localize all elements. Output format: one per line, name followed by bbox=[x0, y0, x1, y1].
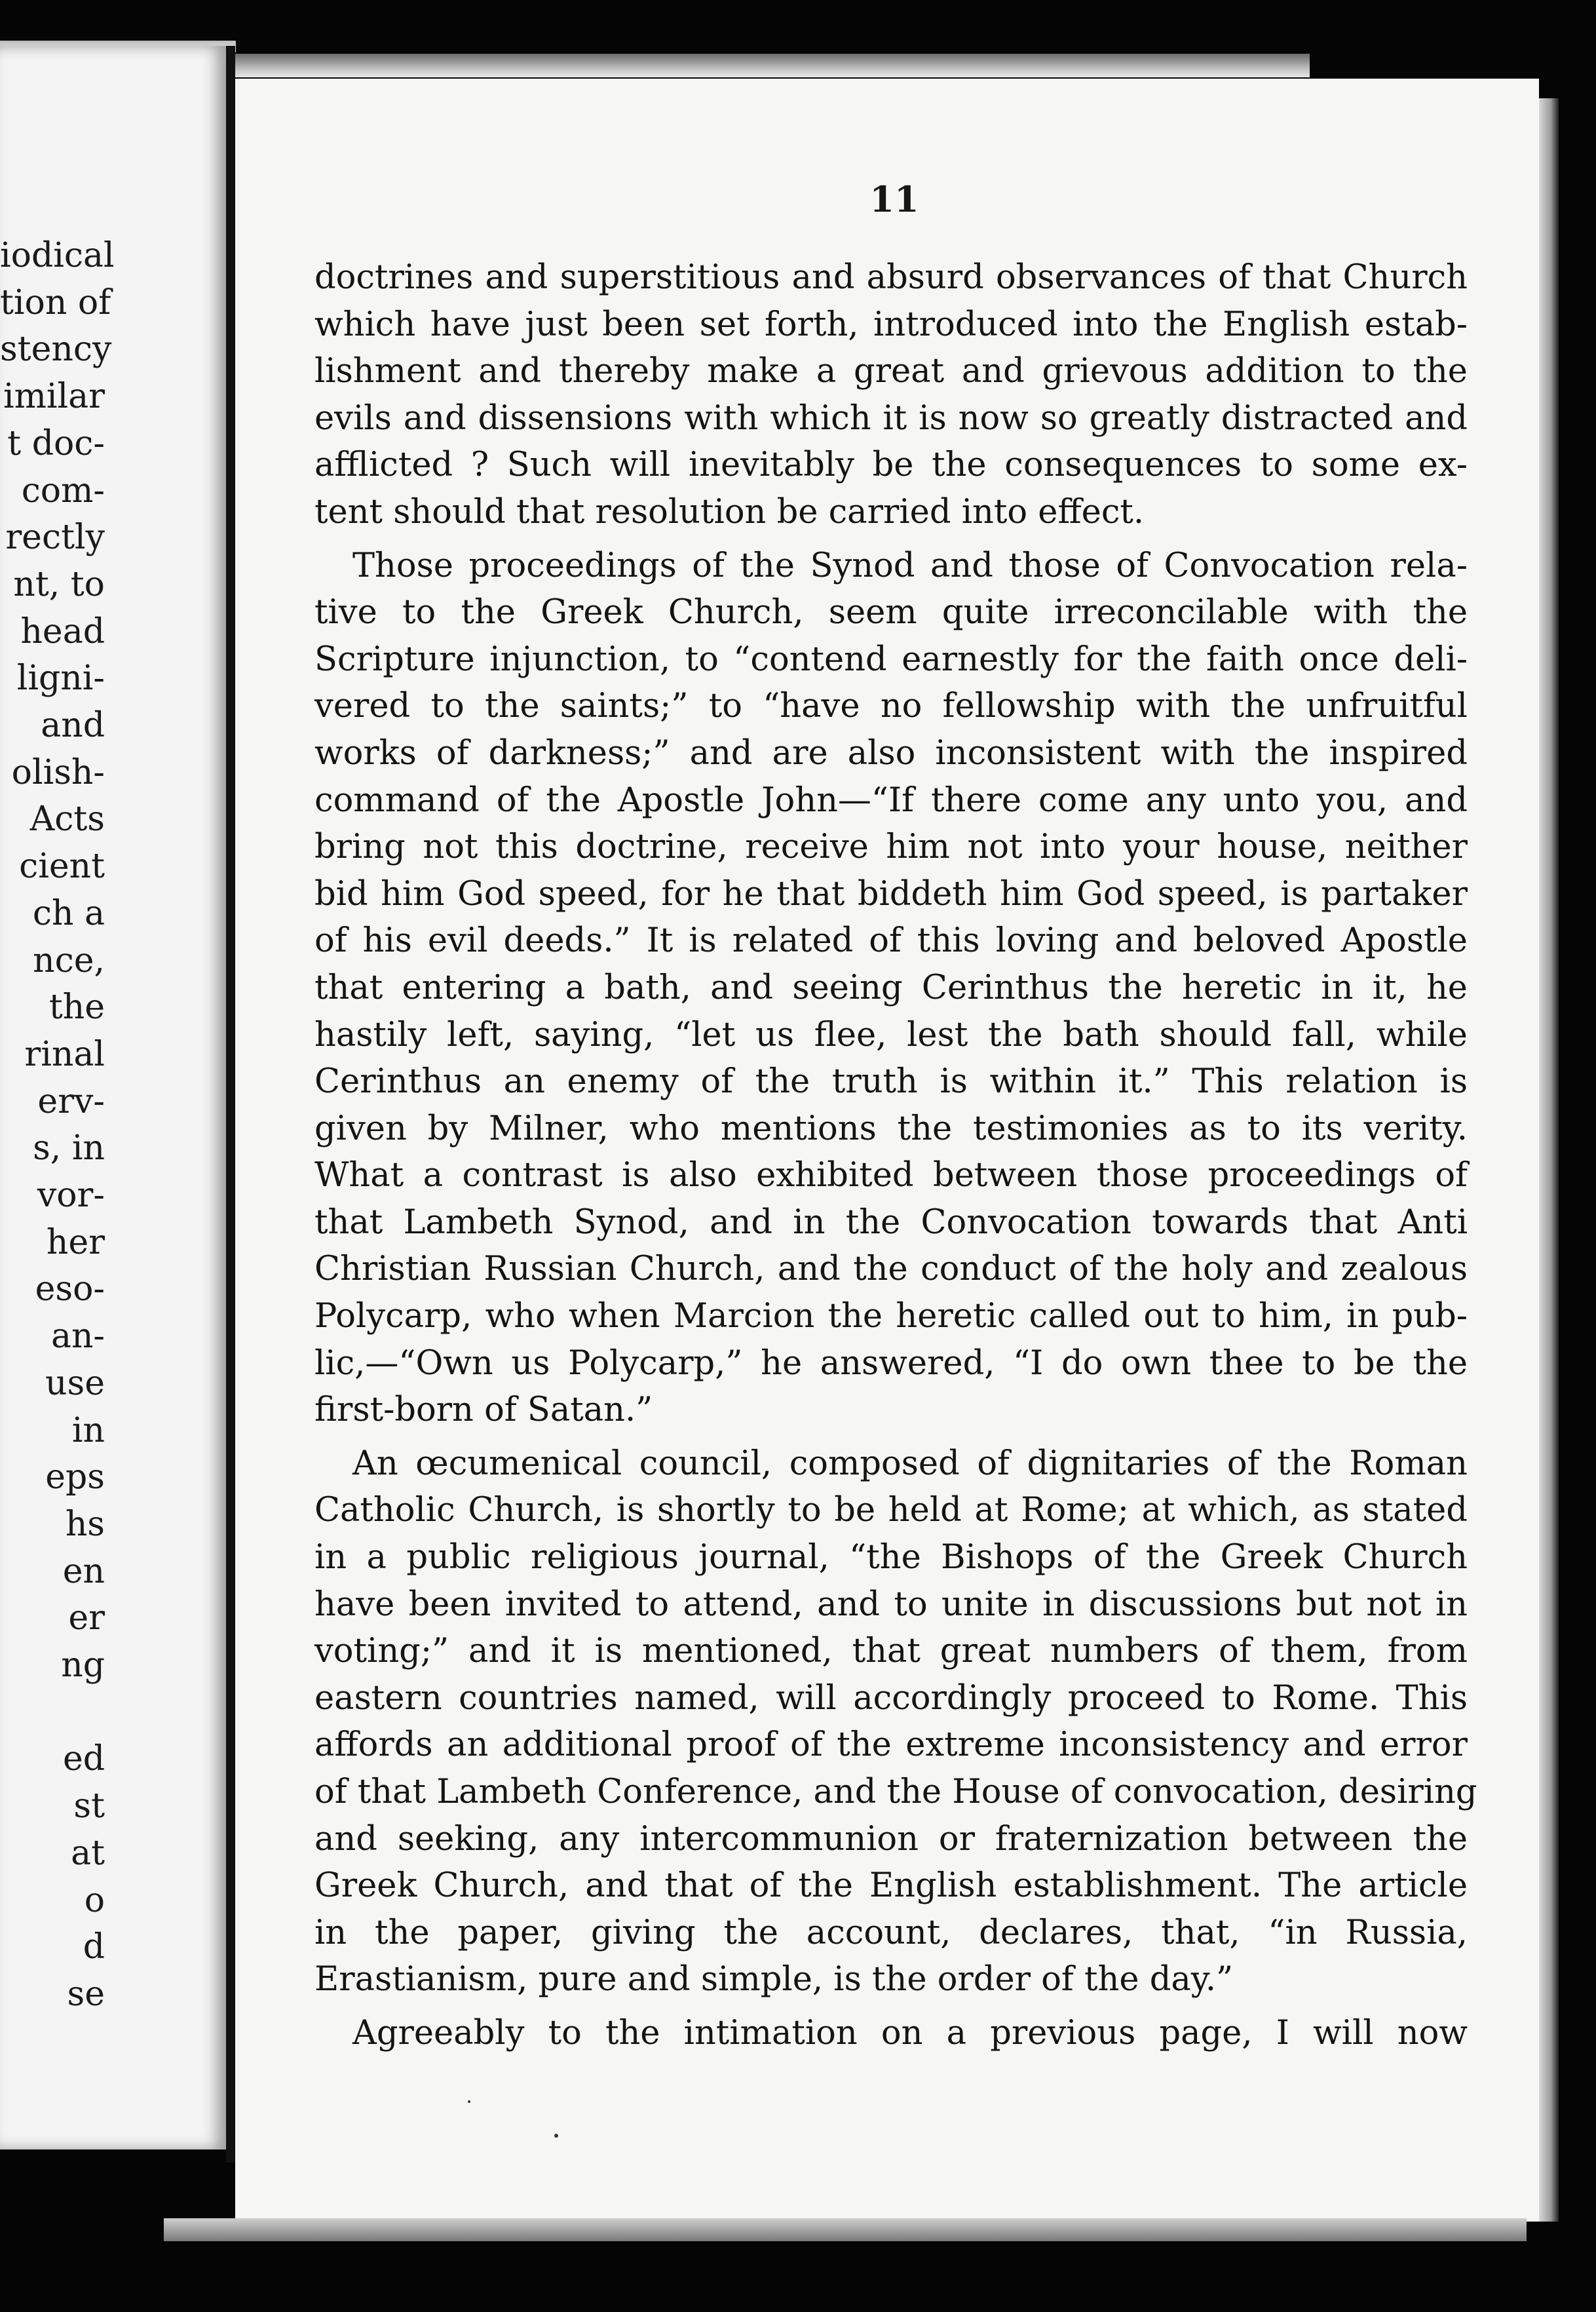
left-page-fragment: ligni- bbox=[16, 659, 105, 699]
left-page-fragment: the bbox=[48, 988, 105, 1028]
left-page-fragment: Acts bbox=[29, 800, 105, 839]
ink-speck bbox=[554, 2134, 558, 2138]
text-line: What a contrast is also exhibited between those proceedings of bbox=[314, 1156, 1468, 1195]
text-line: lishment and thereby make a great and grievous addition to the bbox=[314, 352, 1468, 391]
left-page-text-fragments bbox=[0, 233, 115, 2018]
text-line: have been invited to attend, and to unite in discussions but not in bbox=[314, 1585, 1468, 1624]
left-page-fragment: erv- bbox=[37, 1081, 105, 1121]
text-line: voting;” and it is mentioned, that great numbers of them, from bbox=[314, 1632, 1468, 1671]
text-line: Christian Russian Church, and the conduct of the holy and zealous bbox=[314, 1250, 1468, 1289]
left-page-fragment: stency bbox=[0, 330, 112, 370]
text-line: vered to the saints;” to “have no fellowship with the unfruitful bbox=[314, 687, 1468, 726]
ink-speck bbox=[468, 2100, 470, 2103]
text-line: works of darkness;” and are also inconsistent with the inspired bbox=[314, 733, 1468, 773]
left-page-fragment: at bbox=[71, 1833, 105, 1873]
text-line: bring not this doctrine, receive him not into your house, neither bbox=[314, 828, 1468, 867]
text-line: which have just been set forth, introduced into the English estab- bbox=[314, 305, 1468, 344]
left-page-fragment: olish- bbox=[11, 752, 105, 792]
left-page-fragment: st bbox=[73, 1786, 105, 1826]
left-page-fragment: vor- bbox=[37, 1176, 105, 1216]
text-line: first-born of Satan.” bbox=[314, 1391, 653, 1430]
left-page-fragment: com- bbox=[21, 471, 105, 511]
text-line: tent should that resolution be carried into effect. bbox=[314, 492, 1145, 531]
text-line: that entering a bath, and seeing Cerinthus the heretic in it, he bbox=[314, 968, 1468, 1007]
text-line: of that Lambeth Conference, and the House of convocation, desiring bbox=[314, 1773, 1477, 1811]
page-number: 11 bbox=[869, 178, 919, 220]
left-page-fragment: o bbox=[84, 1880, 105, 1920]
text-line: An œcumenical council, composed of dignitaries of the Roman bbox=[352, 1444, 1468, 1483]
left-page-fragment: eso- bbox=[35, 1269, 105, 1309]
body-text bbox=[314, 254, 1477, 2057]
left-page-fragment: rinal bbox=[24, 1034, 105, 1074]
text-line: affords an additional proof of the extreme inconsistency and error bbox=[314, 1725, 1468, 1765]
left-page-fragment: and bbox=[41, 706, 105, 746]
right-page-edge-shadow bbox=[1539, 98, 1559, 2222]
left-page-fragment: her bbox=[46, 1222, 105, 1262]
text-line: doctrines and superstitious and absurd observances of that Church bbox=[314, 258, 1468, 297]
left-page-fragment: ed bbox=[62, 1739, 105, 1779]
text-line: in a public religious journal, “the Bishops of the Greek Church bbox=[314, 1538, 1468, 1577]
text-line: Scripture injunction, to “contend earnestly for the faith once deli- bbox=[314, 640, 1468, 679]
text-line: afflicted ? Such will inevitably be the consequences to some ex- bbox=[314, 446, 1468, 485]
text-line: Catholic Church, is shortly to be held at Rome; at which, as stated bbox=[314, 1491, 1468, 1530]
left-page-fragment: in bbox=[71, 1410, 105, 1450]
text-line: hastily left, saying, “let us flee, lest the bath should fall, while bbox=[314, 1015, 1468, 1054]
text-line: lic,—“Own us Polycarp,” he answered, “I do own thee to be the bbox=[314, 1343, 1468, 1383]
text-line: command of the Apostle John—“If there come any unto you, and bbox=[314, 780, 1468, 820]
text-line: in the paper, giving the account, declares, that, “in Russia, bbox=[314, 1913, 1468, 1952]
left-page-fragment: cient bbox=[19, 847, 105, 887]
text-line: tive to the Greek Church, seem quite irreconcilable with the bbox=[314, 593, 1468, 632]
left-page-fragment: ch a bbox=[32, 893, 105, 933]
left-page-fragment: nce, bbox=[33, 940, 105, 980]
left-page-fragment: imilar bbox=[3, 377, 105, 417]
text-line: eastern countries named, will accordingly proceed to Rome. This bbox=[314, 1678, 1468, 1718]
left-page-fragment: head bbox=[20, 611, 105, 651]
text-line: evils and dissensions with which it is now so greatly distracted and bbox=[314, 398, 1468, 438]
left-page-fragment: d bbox=[83, 1927, 105, 1967]
text-line: bid him God speed, for he that biddeth him God speed, is partaker bbox=[314, 874, 1468, 914]
left-page-fragment: ng bbox=[61, 1646, 105, 1686]
text-line: of his evil deeds.” It is related of this loving and beloved Apostle bbox=[314, 921, 1468, 961]
left-page-fragment: en bbox=[62, 1551, 105, 1591]
text-line: that Lambeth Synod, and in the Convocation towards that Anti bbox=[314, 1203, 1468, 1242]
text-line: Those proceedings of the Synod and those of Convocation rela- bbox=[352, 546, 1468, 585]
left-page-fragment: tion of bbox=[0, 282, 111, 322]
text-line: Agreeably to the intimation on a previous page, I will now bbox=[352, 2013, 1468, 2052]
left-page-fragment: t doc- bbox=[7, 423, 105, 463]
left-page-fragment: iodical bbox=[0, 236, 115, 275]
left-page-fragment: an- bbox=[50, 1317, 105, 1357]
book-gutter bbox=[226, 46, 235, 2163]
left-page-fragment: s, in bbox=[33, 1128, 105, 1168]
left-page-fragment: hs bbox=[65, 1504, 105, 1544]
left-page-fragment: eps bbox=[45, 1457, 105, 1497]
text-line: Cerinthus an enemy of the truth is within it.” This relation is bbox=[314, 1062, 1468, 1102]
right-page-top-edge bbox=[235, 54, 1310, 77]
left-page-fragment: er bbox=[68, 1598, 105, 1638]
text-line: Polycarp, who when Marcion the heretic called out to him, in pub- bbox=[314, 1297, 1468, 1336]
left-page-fragment: se bbox=[67, 1975, 105, 2014]
left-page-fragment: rectly bbox=[5, 518, 105, 558]
text-line: Erastianism, pure and simple, is the order of the day.” bbox=[314, 1960, 1234, 1999]
text-line: and seeking, any intercommunion or fraternization between the bbox=[314, 1819, 1468, 1859]
left-page-fragment bbox=[0, 1689, 105, 1737]
text-line: given by Milner, who mentions the testimonies as to its verity. bbox=[314, 1109, 1468, 1148]
text-line: Greek Church, and that of the English establishment. The article bbox=[314, 1866, 1468, 1906]
page-bottom-edge bbox=[164, 2218, 1527, 2241]
left-page-fragment: use bbox=[45, 1363, 105, 1403]
left-page-fragment: nt, to bbox=[13, 564, 105, 604]
